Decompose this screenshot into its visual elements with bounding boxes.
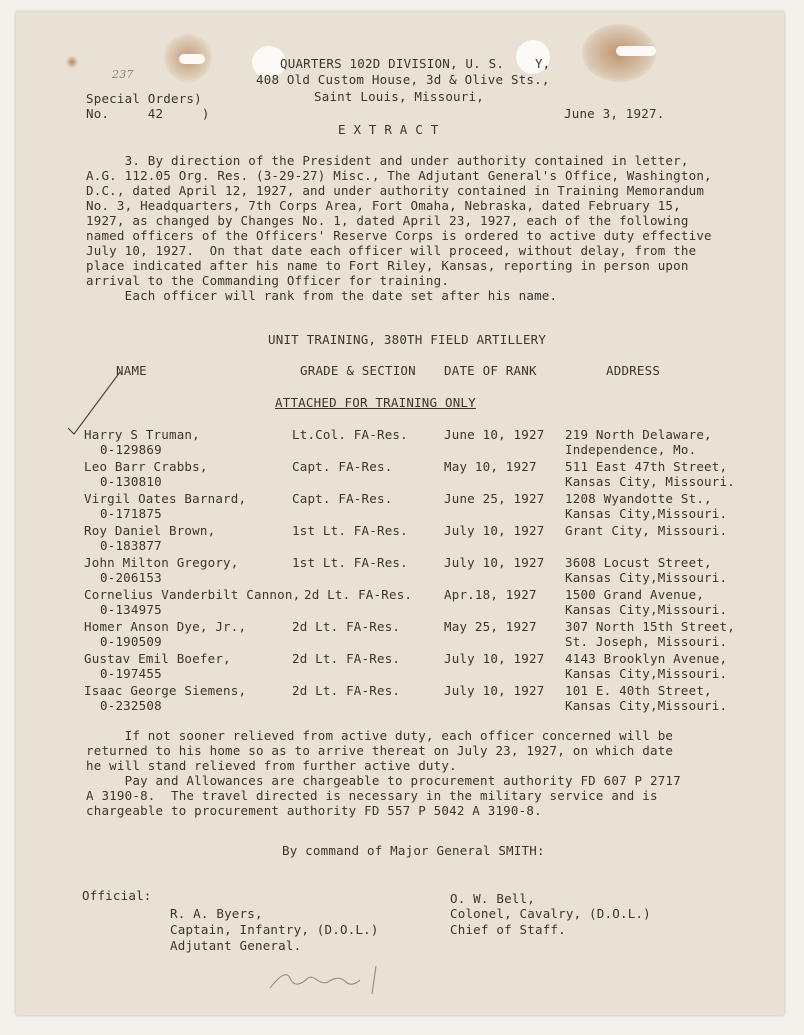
paragraph-line: place indicated after his name to Fort Riley, Kansas, reporting in person upon	[86, 258, 689, 273]
signature-right-name: O. W. Bell,	[450, 891, 535, 906]
officer-serial: 0-171875	[100, 506, 162, 521]
officer-row	[16, 587, 784, 619]
special-orders-label: Special Orders)	[86, 91, 202, 106]
paragraph-line: Pay and Allowances are chargeable to procurement authority FD 607 P 2717	[86, 773, 681, 788]
officer-address-line-2: Kansas City,Missouri.	[565, 602, 728, 617]
paragraph-line: A 3190-8. The travel directed is necessary in the military service and is	[86, 788, 658, 803]
officer-serial: 0-206153	[100, 570, 162, 585]
officer-name: Virgil Oates Barnard,	[84, 491, 247, 506]
officer-grade: Capt. FA-Res.	[292, 459, 393, 474]
official-label: Official:	[82, 888, 152, 903]
officer-date-of-rank: July 10, 1927	[444, 651, 545, 666]
officer-date-of-rank: July 10, 1927	[444, 523, 545, 538]
officer-address-line-1: 511 East 47th Street,	[565, 459, 728, 474]
officer-grade: 1st Lt. FA-Res.	[292, 555, 408, 570]
attached-heading: ATTACHED FOR TRAINING ONLY	[275, 395, 476, 410]
document-page	[16, 12, 784, 1015]
column-header-address: ADDRESS	[606, 363, 661, 378]
officer-grade: 2d Lt. FA-Res.	[292, 683, 401, 698]
officer-name: Homer Anson Dye, Jr.,	[84, 619, 247, 634]
officer-name: Roy Daniel Brown,	[84, 523, 216, 538]
officer-serial: 0-130810	[100, 474, 162, 489]
pencil-number: 237	[112, 68, 134, 81]
officer-date-of-rank: June 25, 1927	[444, 491, 545, 506]
signature-left-title: Adjutant General.	[170, 938, 302, 953]
officer-address-line-2: St. Joseph, Missouri.	[565, 634, 728, 649]
officer-serial: 0-190509	[100, 634, 162, 649]
officer-row	[16, 491, 784, 523]
paragraph-line: A.G. 112.05 Org. Res. (3-29-27) Misc., The Adjutant General's Office, Washington,	[86, 168, 712, 183]
officer-name: Leo Barr Crabbs,	[84, 459, 208, 474]
column-header-name: NAME	[116, 363, 147, 378]
officer-serial: 0-197455	[100, 666, 162, 681]
officer-date-of-rank: July 10, 1927	[444, 683, 545, 698]
paragraph-relief	[86, 728, 681, 818]
officer-name: Harry S Truman,	[84, 427, 200, 442]
officer-date-of-rank: May 10, 1927	[444, 459, 537, 474]
paragraph-line: arrival to the Commanding Officer for training.	[86, 273, 450, 288]
officer-name: Isaac George Siemens,	[84, 683, 247, 698]
paragraph-line: 1927, as changed by Changes No. 1, dated April 23, 1927, each of the following	[86, 213, 689, 228]
officer-address-line-1: Grant City, Missouri.	[565, 523, 728, 538]
officer-row	[16, 619, 784, 651]
paragraph-line: he will stand relieved from further active duty.	[86, 758, 457, 773]
signature-right-rank: Colonel, Cavalry, (D.O.L.)	[450, 906, 651, 921]
officer-row	[16, 683, 784, 715]
officer-grade: Capt. FA-Res.	[292, 491, 393, 506]
column-header-date: DATE OF RANK	[444, 363, 537, 378]
paragraph-line: returned to his home so as to arrive thereat on July 23, 1927, on which date	[86, 743, 674, 758]
officer-address-line-2: Independence, Mo.	[565, 442, 697, 457]
paragraph-3	[86, 153, 712, 303]
officer-grade: Lt.Col. FA-Res.	[292, 427, 408, 442]
officer-name: Gustav Emil Boefer,	[84, 651, 231, 666]
header-line-3: Saint Louis, Missouri,	[314, 89, 484, 104]
officer-address-line-1: 219 North Delaware,	[565, 427, 712, 442]
paragraph-line: If not sooner relieved from active duty, each officer concerned will be	[86, 728, 674, 743]
officer-address-line-1: 307 North 15th Street,	[565, 619, 735, 634]
paragraph-line: D.C., dated April 12, 1927, and under authority contained in Training Memorandum	[86, 183, 705, 198]
officer-address-line-1: 3608 Locust Street,	[565, 555, 712, 570]
officer-name: John Milton Gregory,	[84, 555, 239, 570]
officer-row	[16, 523, 784, 555]
officer-serial: 0-183877	[100, 538, 162, 553]
officer-row	[16, 555, 784, 587]
paragraph-line: July 10, 1927. On that date each officer will proceed, without delay, from the	[86, 243, 697, 258]
officer-row	[16, 459, 784, 491]
paragraph-line: No. 3, Headquarters, 7th Corps Area, Fort Omaha, Nebraska, dated February 15,	[86, 198, 681, 213]
extract-heading: E X T R A C T	[338, 122, 439, 137]
unit-training-title: UNIT TRAINING, 380TH FIELD ARTILLERY	[268, 332, 547, 347]
header-line-1: QUARTERS 102D DIVISION, U. S. Y,	[280, 56, 551, 71]
punch-hole-stain-right	[616, 46, 656, 56]
officer-grade: 2d Lt. FA-Res.	[292, 619, 401, 634]
officer-date-of-rank: May 25, 1927	[444, 619, 537, 634]
header-line-2: 408 Old Custom House, 3d & Olive Sts.,	[256, 72, 550, 87]
paragraph-line: 3. By direction of the President and under authority contained in letter,	[86, 153, 689, 168]
officer-name: Cornelius Vanderbilt Cannon,	[84, 587, 301, 602]
rust-spot	[66, 56, 78, 68]
officer-address-line-2: Kansas City,Missouri.	[565, 666, 728, 681]
officer-row	[16, 427, 784, 459]
officer-address-line-2: Kansas City,Missouri.	[565, 570, 728, 585]
officer-address-line-1: 101 E. 40th Street,	[565, 683, 712, 698]
officer-grade: 2d Lt. FA-Res.	[292, 651, 401, 666]
signature-right-title: Chief of Staff.	[450, 922, 566, 937]
pencil-initials-scribble	[264, 960, 394, 1000]
signature-left-rank: Captain, Infantry, (D.O.L.)	[170, 922, 379, 937]
paragraph-line: chargeable to procurement authority FD 557 P 5042 A 3190-8.	[86, 803, 542, 818]
officer-date-of-rank: Apr.18, 1927	[444, 587, 537, 602]
officer-serial: 0-134975	[100, 602, 162, 617]
officer-address-line-2: Kansas City,Missouri.	[565, 698, 728, 713]
officer-row	[16, 651, 784, 683]
officer-date-of-rank: June 10, 1927	[444, 427, 545, 442]
column-header-grade: GRADE & SECTION	[300, 363, 416, 378]
signature-left-name: R. A. Byers,	[170, 906, 263, 921]
officer-address-line-2: Kansas City, Missouri.	[565, 474, 735, 489]
officer-serial: 0-129869	[100, 442, 162, 457]
officer-date-of-rank: July 10, 1927	[444, 555, 545, 570]
paragraph-line: named officers of the Officers' Reserve Corps is ordered to active duty effective	[86, 228, 712, 243]
special-orders-number: No. 42 )	[86, 106, 210, 121]
officer-address-line-1: 1500 Grand Avenue,	[565, 587, 705, 602]
paragraph-line: Each officer will rank from the date set after his name.	[86, 288, 558, 303]
officer-address-line-1: 4143 Brooklyn Avenue,	[565, 651, 728, 666]
officer-address-line-1: 1208 Wyandotte St.,	[565, 491, 712, 506]
officer-grade: 2d Lt. FA-Res.	[304, 587, 413, 602]
officer-address-line-2: Kansas City,Missouri.	[565, 506, 728, 521]
officer-serial: 0-232508	[100, 698, 162, 713]
command-line: By command of Major General SMITH:	[282, 843, 545, 858]
officer-grade: 1st Lt. FA-Res.	[292, 523, 408, 538]
punch-hole-stain-left	[179, 54, 205, 64]
order-date: June 3, 1927.	[564, 106, 665, 121]
